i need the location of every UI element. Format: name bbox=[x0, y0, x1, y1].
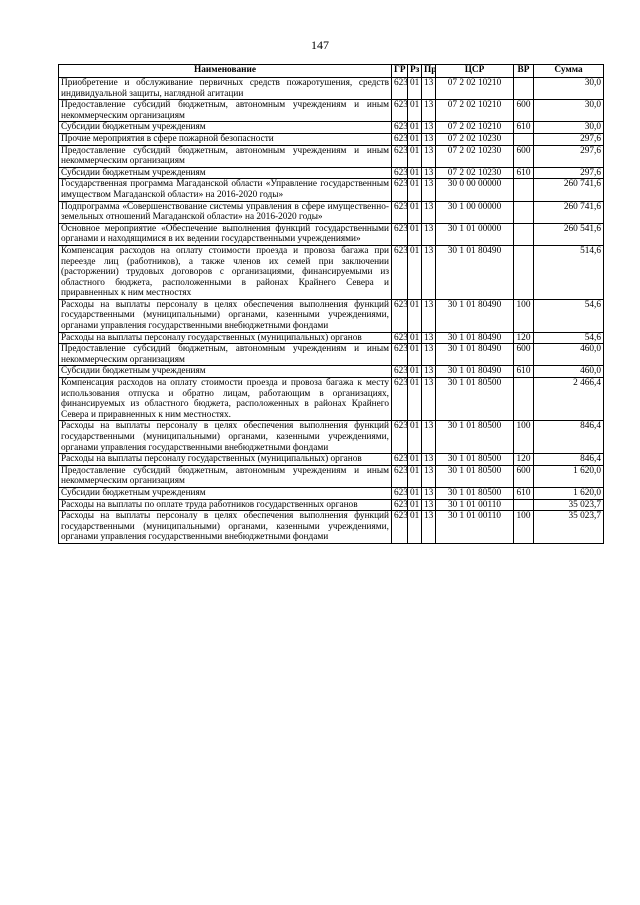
cell-rz: 01 bbox=[408, 378, 422, 421]
cell-sum: 260 741,6 bbox=[534, 201, 604, 223]
cell-rz: 01 bbox=[408, 487, 422, 499]
cell-gr: 623 bbox=[392, 179, 408, 201]
cell-sum: 297,6 bbox=[534, 167, 604, 179]
cell-gr: 623 bbox=[392, 499, 408, 511]
cell-rz: 01 bbox=[408, 223, 422, 245]
header-sum: Сумма bbox=[534, 65, 604, 78]
cell-name: Предоставление субсидий бюджетным, автономным учреждениям и иным некоммерческим организациям bbox=[59, 465, 392, 487]
cell-name: Субсидии бюджетным учреждениям bbox=[59, 122, 392, 134]
cell-sum: 30,0 bbox=[534, 100, 604, 122]
cell-gr: 623 bbox=[392, 145, 408, 167]
cell-csr: 30 1 01 00000 bbox=[436, 223, 514, 245]
cell-rz: 01 bbox=[408, 179, 422, 201]
cell-vr: 600 bbox=[514, 344, 534, 366]
table-row bbox=[59, 122, 604, 134]
cell-sum: 54,6 bbox=[534, 299, 604, 332]
cell-csr: 07 2 02 10210 bbox=[436, 122, 514, 134]
cell-rz: 01 bbox=[408, 511, 422, 544]
cell-vr: 600 bbox=[514, 465, 534, 487]
table-row bbox=[59, 454, 604, 466]
cell-rz: 01 bbox=[408, 332, 422, 344]
cell-rz: 01 bbox=[408, 344, 422, 366]
cell-csr: 07 2 02 10230 bbox=[436, 167, 514, 179]
table-row bbox=[59, 201, 604, 223]
cell-gr: 623 bbox=[392, 487, 408, 499]
cell-rz: 01 bbox=[408, 245, 422, 299]
cell-pr: 13 bbox=[422, 465, 436, 487]
cell-pr: 13 bbox=[422, 454, 436, 466]
table-row bbox=[59, 378, 604, 421]
cell-pr: 13 bbox=[422, 78, 436, 100]
cell-rz: 01 bbox=[408, 366, 422, 378]
cell-rz: 01 bbox=[408, 122, 422, 134]
cell-csr: 07 2 02 10230 bbox=[436, 133, 514, 145]
cell-sum: 260 541,6 bbox=[534, 223, 604, 245]
table-row bbox=[59, 499, 604, 511]
cell-sum: 514,6 bbox=[534, 245, 604, 299]
cell-pr: 13 bbox=[422, 179, 436, 201]
cell-gr: 623 bbox=[392, 133, 408, 145]
table-row bbox=[59, 245, 604, 299]
cell-pr: 13 bbox=[422, 344, 436, 366]
cell-rz: 01 bbox=[408, 421, 422, 454]
cell-sum: 260 741,6 bbox=[534, 179, 604, 201]
cell-name: Расходы на выплаты персоналу в целях обеспечения выполнения функций государственными (муниципальными) органами, казенными учреждениями, органами управления государственными внебюджетными фондами bbox=[59, 299, 392, 332]
cell-csr: 30 1 01 80500 bbox=[436, 421, 514, 454]
cell-vr: 610 bbox=[514, 366, 534, 378]
cell-sum: 460,0 bbox=[534, 344, 604, 366]
cell-pr: 13 bbox=[422, 378, 436, 421]
budget-table bbox=[58, 64, 604, 544]
cell-name: Расходы на выплаты персоналу государственных (муниципальных) органов bbox=[59, 332, 392, 344]
cell-pr: 13 bbox=[422, 201, 436, 223]
cell-sum: 846,4 bbox=[534, 421, 604, 454]
cell-name: Расходы на выплаты по оплате труда работников государственных органов bbox=[59, 499, 392, 511]
cell-gr: 623 bbox=[392, 511, 408, 544]
cell-sum: 30,0 bbox=[534, 78, 604, 100]
cell-name: Субсидии бюджетным учреждениям bbox=[59, 366, 392, 378]
cell-name: Компенсация расходов на оплату стоимости проезда и провоза багажа при переезде лиц (работников), а также членов их семей при заключении (расторжении) трудовых договоров с организациями, финансируемыми из областного бюджета, расположенными в районах Крайнего Севера и приравненных к ним местностях bbox=[59, 245, 392, 299]
table-header-row bbox=[59, 65, 604, 78]
cell-vr bbox=[514, 499, 534, 511]
cell-vr: 610 bbox=[514, 167, 534, 179]
cell-name: Расходы на выплаты персоналу в целях обеспечения выполнения функций государственными (муниципальными) органами, казенными учреждениями, органами управления государственными внебюджетными фондами bbox=[59, 511, 392, 544]
cell-csr: 30 1 01 80490 bbox=[436, 299, 514, 332]
table-row bbox=[59, 465, 604, 487]
cell-pr: 13 bbox=[422, 487, 436, 499]
cell-name: Подпрограмма «Совершенствование системы управления в сфере имущественно-земельных отношений Магаданской области» на 2016-2020 годы» bbox=[59, 201, 392, 223]
header-pr: Пр bbox=[422, 65, 436, 78]
cell-vr bbox=[514, 223, 534, 245]
table-row bbox=[59, 100, 604, 122]
cell-csr: 30 1 01 80490 bbox=[436, 332, 514, 344]
header-name: Наименование bbox=[59, 65, 392, 78]
cell-csr: 30 1 01 80500 bbox=[436, 454, 514, 466]
cell-rz: 01 bbox=[408, 201, 422, 223]
cell-vr bbox=[514, 378, 534, 421]
cell-gr: 623 bbox=[392, 378, 408, 421]
table-row bbox=[59, 78, 604, 100]
cell-vr bbox=[514, 179, 534, 201]
cell-name: Предоставление субсидий бюджетным, автономным учреждениям и иным некоммерческим организациям bbox=[59, 145, 392, 167]
cell-pr: 13 bbox=[422, 499, 436, 511]
cell-gr: 623 bbox=[392, 100, 408, 122]
cell-name: Предоставление субсидий бюджетным, автономным учреждениям и иным некоммерческим организациям bbox=[59, 344, 392, 366]
cell-pr: 13 bbox=[422, 100, 436, 122]
cell-vr bbox=[514, 201, 534, 223]
cell-gr: 623 bbox=[392, 421, 408, 454]
cell-rz: 01 bbox=[408, 145, 422, 167]
cell-rz: 01 bbox=[408, 78, 422, 100]
cell-rz: 01 bbox=[408, 133, 422, 145]
header-rz: Рз bbox=[408, 65, 422, 78]
cell-vr bbox=[514, 245, 534, 299]
cell-vr: 600 bbox=[514, 100, 534, 122]
cell-pr: 13 bbox=[422, 223, 436, 245]
cell-pr: 13 bbox=[422, 245, 436, 299]
cell-csr: 30 1 01 80490 bbox=[436, 344, 514, 366]
cell-rz: 01 bbox=[408, 499, 422, 511]
cell-sum: 297,6 bbox=[534, 145, 604, 167]
table-row bbox=[59, 511, 604, 544]
header-csr: ЦСР bbox=[436, 65, 514, 78]
cell-sum: 846,4 bbox=[534, 454, 604, 466]
cell-name: Прочие мероприятия в сфере пожарной безопасности bbox=[59, 133, 392, 145]
cell-csr: 30 1 01 00110 bbox=[436, 499, 514, 511]
cell-rz: 01 bbox=[408, 299, 422, 332]
table-row bbox=[59, 133, 604, 145]
cell-gr: 623 bbox=[392, 465, 408, 487]
cell-gr: 623 bbox=[392, 122, 408, 134]
cell-gr: 623 bbox=[392, 78, 408, 100]
cell-gr: 623 bbox=[392, 201, 408, 223]
cell-pr: 13 bbox=[422, 122, 436, 134]
cell-sum: 297,6 bbox=[534, 133, 604, 145]
table-row bbox=[59, 145, 604, 167]
cell-sum: 54,6 bbox=[534, 332, 604, 344]
cell-csr: 30 0 00 00000 bbox=[436, 179, 514, 201]
cell-vr bbox=[514, 133, 534, 145]
cell-sum: 30,0 bbox=[534, 122, 604, 134]
cell-sum: 1 620,0 bbox=[534, 465, 604, 487]
cell-pr: 13 bbox=[422, 167, 436, 179]
table-row bbox=[59, 223, 604, 245]
cell-pr: 13 bbox=[422, 511, 436, 544]
table-row bbox=[59, 487, 604, 499]
cell-gr: 623 bbox=[392, 366, 408, 378]
cell-vr: 610 bbox=[514, 122, 534, 134]
cell-csr: 30 1 01 80500 bbox=[436, 465, 514, 487]
cell-vr: 120 bbox=[514, 454, 534, 466]
cell-gr: 623 bbox=[392, 167, 408, 179]
cell-pr: 13 bbox=[422, 299, 436, 332]
cell-vr: 600 bbox=[514, 145, 534, 167]
cell-csr: 30 1 01 80490 bbox=[436, 366, 514, 378]
table-row bbox=[59, 332, 604, 344]
cell-vr: 120 bbox=[514, 332, 534, 344]
cell-name: Компенсация расходов на оплату стоимости проезда и провоза багажа к месту использования отпуска и обратно лицам, работающим в организациях, финансируемых из областного бюджета, расположенных в районах Крайнего Севера и приравненных к ним местностях. bbox=[59, 378, 392, 421]
cell-csr: 30 1 01 00110 bbox=[436, 511, 514, 544]
cell-vr: 610 bbox=[514, 487, 534, 499]
table-row bbox=[59, 366, 604, 378]
table-row bbox=[59, 344, 604, 366]
cell-name: Приобретение и обслуживание первичных средств пожаротушения, средств индивидуальной защиты, наглядной агитации bbox=[59, 78, 392, 100]
cell-csr: 30 1 00 00000 bbox=[436, 201, 514, 223]
cell-pr: 13 bbox=[422, 332, 436, 344]
header-gr: ГР bbox=[392, 65, 408, 78]
cell-vr: 100 bbox=[514, 421, 534, 454]
table-row bbox=[59, 179, 604, 201]
cell-name: Предоставление субсидий бюджетным, автономным учреждениям и иным некоммерческим организациям bbox=[59, 100, 392, 122]
page-number: 147 bbox=[311, 38, 329, 52]
cell-sum: 35 023,7 bbox=[534, 499, 604, 511]
cell-gr: 623 bbox=[392, 245, 408, 299]
cell-sum: 2 466,4 bbox=[534, 378, 604, 421]
cell-name: Основное мероприятие «Обеспечение выполнения функций государственными органами и находящимися в их ведении государственными учреждениями» bbox=[59, 223, 392, 245]
cell-name: Государственная программа Магаданской области «Управление государственным имуществом Магаданской области» на 2016-2020 годы» bbox=[59, 179, 392, 201]
cell-rz: 01 bbox=[408, 454, 422, 466]
cell-gr: 623 bbox=[392, 454, 408, 466]
cell-csr: 30 1 01 80500 bbox=[436, 487, 514, 499]
cell-gr: 623 bbox=[392, 344, 408, 366]
cell-vr: 100 bbox=[514, 511, 534, 544]
cell-sum: 1 620,0 bbox=[534, 487, 604, 499]
cell-name: Субсидии бюджетным учреждениям bbox=[59, 487, 392, 499]
cell-csr: 07 2 02 10210 bbox=[436, 100, 514, 122]
cell-pr: 13 bbox=[422, 145, 436, 167]
header-vr: ВР bbox=[514, 65, 534, 78]
cell-gr: 623 bbox=[392, 332, 408, 344]
cell-name: Расходы на выплаты персоналу государственных (муниципальных) органов bbox=[59, 454, 392, 466]
cell-gr: 623 bbox=[392, 223, 408, 245]
cell-rz: 01 bbox=[408, 465, 422, 487]
table-row bbox=[59, 167, 604, 179]
cell-pr: 13 bbox=[422, 133, 436, 145]
cell-name: Расходы на выплаты персоналу в целях обеспечения выполнения функций государственными (муниципальными) органами, казенными учреждениями, органами управления государственными внебюджетными фондами bbox=[59, 421, 392, 454]
cell-rz: 01 bbox=[408, 167, 422, 179]
cell-sum: 460,0 bbox=[534, 366, 604, 378]
cell-csr: 07 2 02 10230 bbox=[436, 145, 514, 167]
cell-csr: 07 2 02 10210 bbox=[436, 78, 514, 100]
cell-vr bbox=[514, 78, 534, 100]
table-row bbox=[59, 421, 604, 454]
cell-pr: 13 bbox=[422, 366, 436, 378]
cell-name: Субсидии бюджетным учреждениям bbox=[59, 167, 392, 179]
cell-pr: 13 bbox=[422, 421, 436, 454]
cell-sum: 35 023,7 bbox=[534, 511, 604, 544]
cell-csr: 30 1 01 80500 bbox=[436, 378, 514, 421]
cell-gr: 623 bbox=[392, 299, 408, 332]
table-row bbox=[59, 299, 604, 332]
cell-rz: 01 bbox=[408, 100, 422, 122]
cell-csr: 30 1 01 80490 bbox=[436, 245, 514, 299]
cell-vr: 100 bbox=[514, 299, 534, 332]
